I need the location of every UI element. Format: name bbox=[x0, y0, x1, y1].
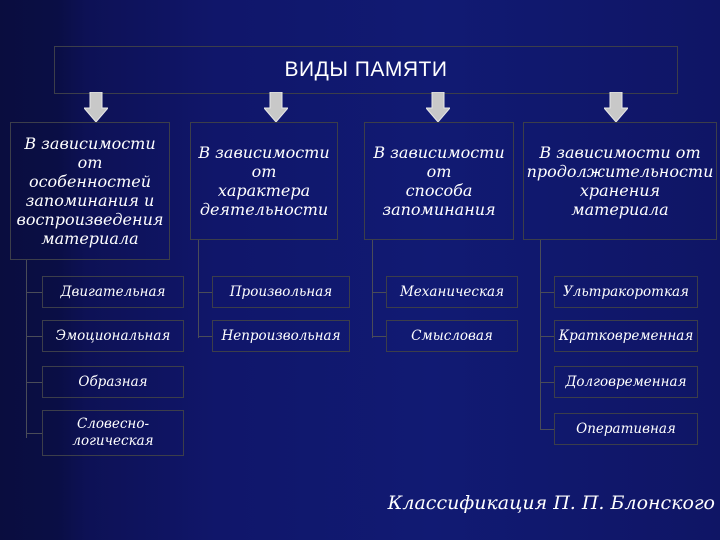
category-memorization-method: В зависимости от способа запоминания bbox=[364, 122, 514, 240]
memory-type-item: Ультракороткая bbox=[554, 276, 698, 308]
memory-type-item: Оперативная bbox=[554, 413, 698, 445]
connector-line bbox=[372, 240, 373, 338]
connector-line bbox=[26, 382, 42, 383]
connector-line bbox=[540, 240, 541, 430]
memory-type-item: Словесно- логическая bbox=[42, 410, 184, 456]
connector-line bbox=[540, 429, 554, 430]
diagram-title: ВИДЫ ПАМЯТИ bbox=[54, 46, 678, 94]
connector-line bbox=[26, 336, 42, 337]
memory-type-item: Долговременная bbox=[554, 366, 698, 398]
classification-caption: Классификация П. П. Блонского bbox=[387, 492, 715, 514]
connector-line bbox=[372, 292, 386, 293]
connector-line bbox=[26, 260, 27, 438]
memory-type-item: Кратковременная bbox=[554, 320, 698, 352]
memory-type-item: Механическая bbox=[386, 276, 518, 308]
category-memorization-features: В зависимости от особенностей запоминания и воспроизведения материала bbox=[10, 122, 170, 260]
connector-line bbox=[540, 382, 554, 383]
memory-type-item: Смысловая bbox=[386, 320, 518, 352]
connector-line bbox=[540, 336, 554, 337]
connector-line bbox=[26, 292, 42, 293]
memory-type-item: Непроизвольная bbox=[212, 320, 350, 352]
connector-line bbox=[198, 292, 212, 293]
connector-line bbox=[372, 336, 386, 337]
connector-line bbox=[198, 336, 212, 337]
memory-type-item: Двигательная bbox=[42, 276, 184, 308]
arrow-down-icon bbox=[604, 92, 628, 122]
connector-line bbox=[26, 433, 42, 434]
arrow-down-icon bbox=[84, 92, 108, 122]
category-storage-duration: В зависимости от продолжительности хранения материала bbox=[523, 122, 717, 240]
arrow-down-icon bbox=[264, 92, 288, 122]
connector-line bbox=[540, 292, 554, 293]
arrow-down-icon bbox=[426, 92, 450, 122]
memory-type-item: Эмоциональная bbox=[42, 320, 184, 352]
category-activity-nature: В зависимости от характера деятельности bbox=[190, 122, 338, 240]
memory-type-item: Произвольная bbox=[212, 276, 350, 308]
connector-line bbox=[198, 240, 199, 338]
memory-type-item: Образная bbox=[42, 366, 184, 398]
